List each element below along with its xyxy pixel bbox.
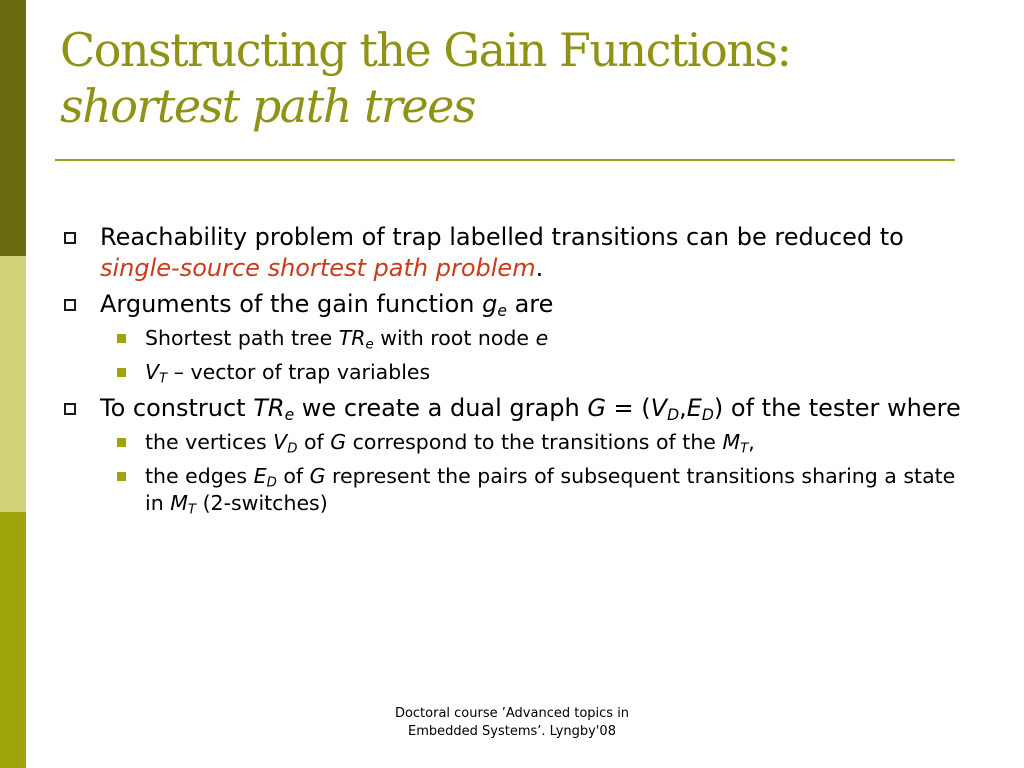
subbullet-trap-vector	[60, 359, 980, 386]
math-var: V	[650, 394, 668, 422]
bullet-text: – vector of trap variables	[167, 360, 431, 384]
title-main: Constructing the Gain Functions:	[60, 23, 791, 77]
sidebar-stripe	[0, 0, 26, 768]
hollow-square-bullet-icon	[64, 232, 76, 244]
subbullet-edges	[60, 463, 980, 517]
footer-line-2: Embedded Systems’. Lyngby'08	[408, 724, 616, 739]
filled-square-bullet-icon	[117, 368, 126, 377]
math-var: G	[587, 394, 606, 422]
bullet-text: we create a dual graph	[294, 394, 588, 422]
math-var: e	[535, 326, 549, 350]
math-var: G	[309, 464, 326, 488]
bullet-text: correspond to the transitions of the	[346, 430, 723, 454]
filled-square-bullet-icon	[117, 472, 126, 481]
math-var: G	[330, 430, 347, 454]
math-subscript: T	[159, 371, 168, 387]
math-var: M	[170, 491, 188, 515]
bullet-text: the edges	[145, 464, 254, 488]
math-var: E	[253, 464, 267, 488]
math-subscript: D	[701, 405, 714, 424]
bullet-arguments	[60, 289, 980, 320]
bullet-text: represent the pairs of subsequent transitions sharing a state in	[145, 464, 956, 515]
math-var: V	[145, 360, 160, 384]
bullet-text: of	[276, 464, 310, 488]
slide-body	[60, 222, 980, 524]
sidebar-segment-dark	[0, 0, 26, 256]
title-italic: shortest path trees	[60, 79, 475, 133]
math-subscript: D	[266, 475, 277, 491]
math-subscript: T	[187, 502, 197, 518]
emphasis-text: single-source shortest path problem	[100, 254, 536, 282]
bullet-text: Arguments of the gain function	[100, 290, 483, 318]
bullet-text: ,	[679, 394, 687, 422]
bullet-text-end: .	[535, 254, 544, 282]
math-var: V	[273, 430, 288, 454]
slide-title	[60, 22, 980, 134]
subbullet-shortest-path-tree	[60, 325, 980, 352]
bullet-text: Shortest path tree	[145, 326, 339, 350]
bullet-text-end: are	[506, 290, 554, 318]
math-subscript: e	[497, 301, 507, 320]
math-var: E	[686, 394, 702, 422]
hollow-square-bullet-icon	[64, 403, 76, 415]
bullet-text-end: ,	[748, 430, 755, 454]
math-subscript: e	[284, 405, 295, 424]
math-var: TR	[253, 394, 285, 422]
bullet-text: Reachability problem of trap labelled transitions can be reduced to	[100, 223, 904, 251]
math-subscript: T	[740, 441, 749, 457]
bullet-text: of	[297, 430, 331, 454]
bullet-text-end: (2-switches)	[196, 491, 328, 515]
bullet-text: with root node	[373, 326, 536, 350]
sidebar-segment-mid	[0, 512, 26, 768]
bullet-text: = (	[605, 394, 651, 422]
title-underline	[55, 159, 955, 161]
math-var: g	[482, 290, 498, 318]
sidebar-segment-light	[0, 256, 26, 512]
bullet-construct	[60, 393, 980, 424]
slide-footer	[372, 705, 652, 741]
math-subscript: e	[365, 337, 374, 353]
bullet-reachability	[60, 222, 980, 284]
math-var: TR	[338, 326, 366, 350]
math-var: M	[722, 430, 741, 454]
bullet-text: To construct	[100, 394, 254, 422]
footer-line-1: Doctoral course ’Advanced topics in	[394, 706, 630, 721]
math-subscript: D	[287, 441, 298, 457]
hollow-square-bullet-icon	[64, 299, 76, 311]
subbullet-vertices	[60, 429, 980, 456]
filled-square-bullet-icon	[117, 438, 126, 447]
math-subscript: D	[667, 405, 680, 424]
bullet-text: the vertices	[145, 430, 274, 454]
bullet-text-end: ) of the tester where	[713, 394, 961, 422]
filled-square-bullet-icon	[117, 334, 126, 343]
